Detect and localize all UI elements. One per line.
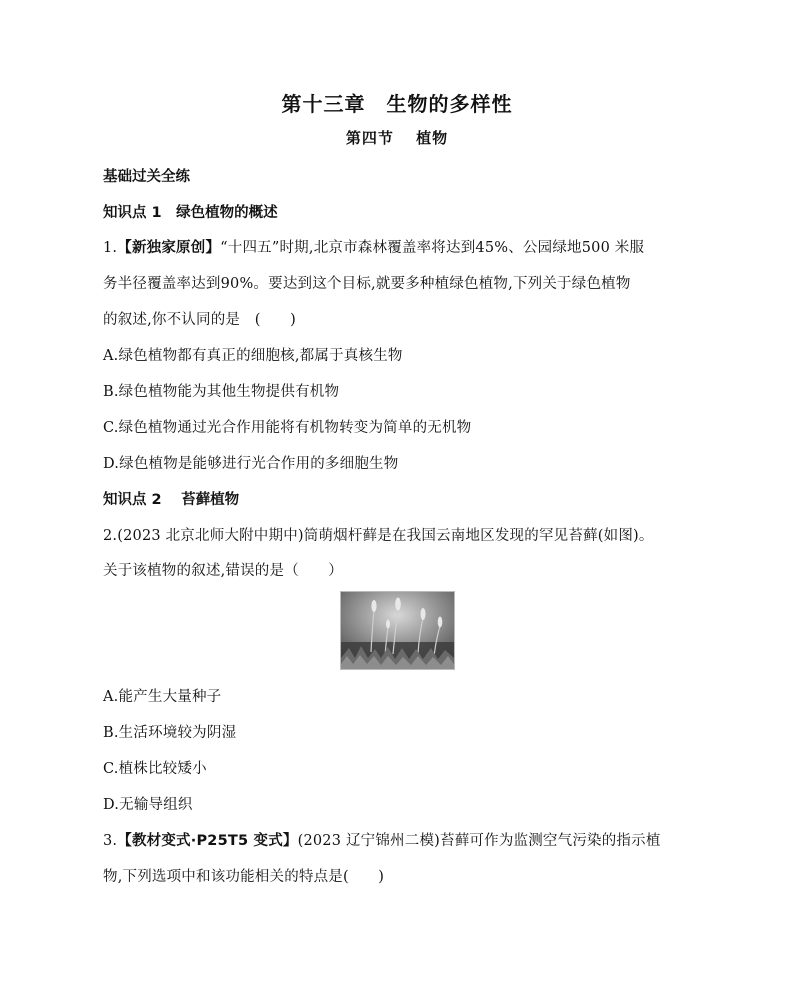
- question-1-option-a: A.绿色植物都有真正的细胞核,都属于真核生物: [103, 348, 403, 364]
- practice-heading: 基础过关全练: [103, 169, 190, 185]
- question-1-option-b: B.绿色植物能为其他生物提供有机物: [103, 384, 340, 400]
- question-1-option-d: D.绿色植物是能够进行光合作用的多细胞生物: [103, 456, 399, 472]
- question-2-line-1: 2.(2023 北京北师大附中期中)筒萌烟杆藓是在我国云南地区发现的罕见苔藓(如图)。: [103, 528, 654, 544]
- moss-photo-icon: [341, 592, 454, 669]
- question-2-option-b: B.生活环境较为阴湿: [103, 725, 237, 741]
- question-1-line-2: 务半径覆盖率达到90%。要达到这个目标,就要多种植绿色植物,下列关于绿色植物: [103, 276, 631, 292]
- question-1-line-3: 的叙述,你不认同的是 ( ): [103, 312, 296, 328]
- question-3-text-1: (2023 辽宁锦州二模)苔藓可作为监测空气污染的指示植: [297, 833, 661, 849]
- question-1-text-1: “十四五”时期,北京市森林覆盖率将达到45%、公园绿地500 米服: [220, 240, 645, 256]
- question-1-number: 1.: [103, 240, 118, 256]
- question-3-line-2: 物,下列选项中和该功能相关的特点是( ): [103, 869, 385, 885]
- knowledge-point-1-heading: 知识点 1 绿色植物的概述: [103, 205, 278, 221]
- question-3-tag: 【教材变式·P25T5 变式】: [117, 833, 298, 849]
- question-2-option-a: A.能产生大量种子: [103, 689, 222, 705]
- question-2-line-2: 关于该植物的叙述,错误的是（ ）: [103, 563, 344, 579]
- question-1-option-c: C.绿色植物通过光合作用能将有机物转变为简单的无机物: [103, 420, 472, 436]
- question-3-line-1: [103, 829, 661, 850]
- knowledge-point-2-heading: 知识点 2 苔藓植物: [103, 492, 240, 508]
- question-2-option-c: C.植株比较矮小: [103, 761, 207, 777]
- moss-photo: [340, 591, 455, 670]
- question-1-tag: 【新独家原创】: [117, 240, 221, 256]
- question-3-number: 3.: [103, 833, 118, 849]
- question-1-line-1: [103, 236, 644, 257]
- question-2-option-d: D.无输导组织: [103, 797, 193, 813]
- section-title: 第四节 植物: [345, 129, 449, 147]
- chapter-title: 第十三章 生物的多样性: [281, 92, 513, 116]
